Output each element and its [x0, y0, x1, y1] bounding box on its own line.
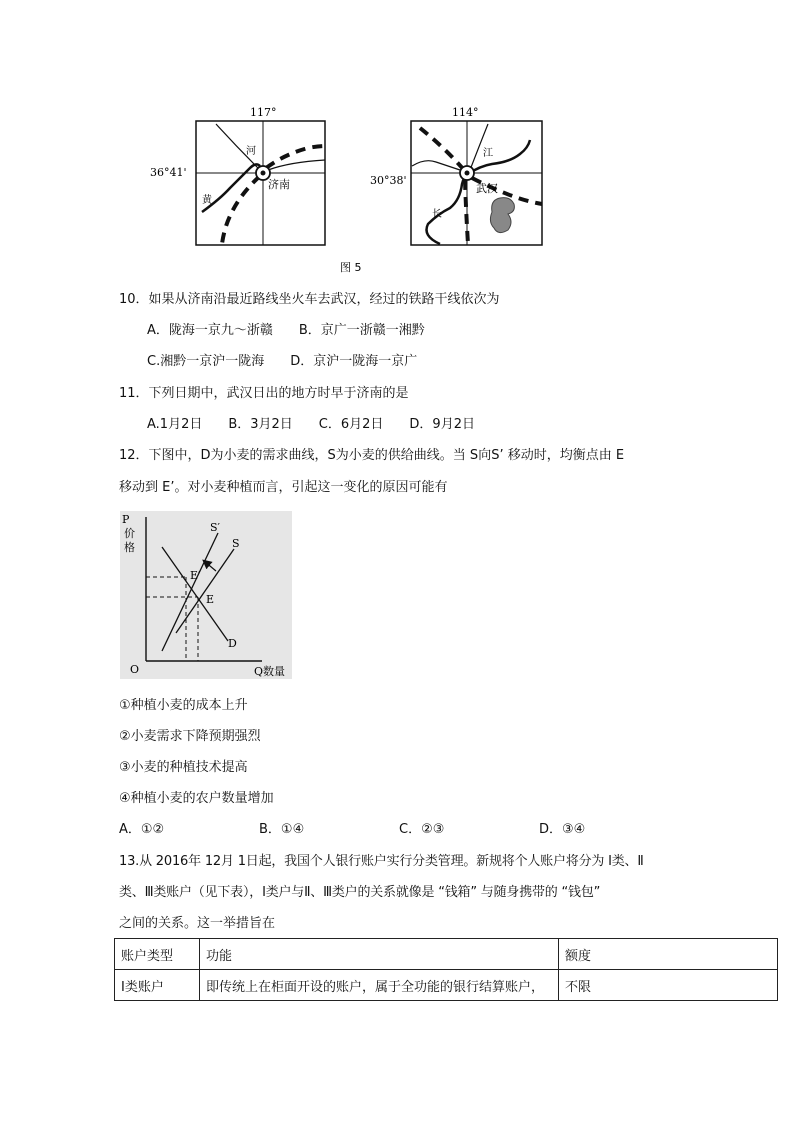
table-cell: Ⅰ类账户 [115, 970, 200, 1001]
q10-stem: 10．如果从济南沿最近路线坐火车去武汉，经过的铁路干线依次为 [119, 292, 500, 307]
q12-statement-2: ②小麦需求下降预期强烈 [119, 729, 261, 744]
q12-statement-3: ③小麦的种植技术提高 [119, 760, 248, 775]
map-left-river-label-1: 河 [246, 146, 256, 157]
q12-statement-4: ④种植小麦的农户数量增加 [119, 791, 274, 806]
q12-option-a: A．①② [119, 822, 165, 837]
figure-5-maps [150, 104, 570, 276]
q12-stem-line-2: 移动到 E’。对小麦种植而言，引起这一变化的原因可能有 [119, 480, 448, 495]
demand-curve [162, 547, 228, 641]
map-right-river-label-2: 长 [432, 209, 442, 220]
d-label: D [228, 637, 237, 650]
table-header-cell: 账户类型 [115, 939, 200, 970]
supply-curve-s-prime [162, 533, 218, 651]
table-cell: 不限 [559, 970, 778, 1001]
supply-demand-svg [120, 511, 292, 679]
q10-options-row-2: C.湘黔一京沪一陇海 D．京沪一陇海一京广 [147, 354, 418, 369]
q13-line-3: 之间的关系。这一举措旨在 [119, 916, 276, 931]
map-right-city: 武汉 [476, 182, 498, 195]
figure-5-caption: 图 5 [340, 261, 362, 274]
p-label: P [122, 513, 130, 526]
x-axis-label: Q数量 [254, 665, 286, 678]
table-header-cell: 额度 [559, 939, 778, 970]
figure-5 [150, 104, 570, 276]
e-label: E [206, 593, 215, 606]
s-label: S [232, 537, 240, 550]
q12-option-d: D．③④ [539, 822, 586, 837]
map-right-longitude: 114° [452, 106, 479, 119]
map-left-river-label-2: 黄 [202, 195, 212, 206]
e-prime-label: E′ [190, 569, 201, 582]
table-header-cell: 功能 [200, 939, 559, 970]
map-right-latitude: 30°38' [370, 174, 407, 187]
map-right-river-label-1: 江 [483, 148, 493, 159]
table-header-row [115, 939, 778, 970]
origin-label: O [130, 663, 140, 676]
q11-options: A.1月2日 B．3月2日 C．6月2日 D．9月2日 [147, 417, 475, 432]
account-type-table [114, 938, 778, 1001]
y-axis-label-2: 格 [124, 541, 135, 554]
y-axis-label-1: 价 [124, 527, 135, 540]
q13-line-1: 13.从 2016年 12月 1日起，我国个人银行账户实行分类管理。新规将个人账户将分为 Ⅰ类、Ⅱ [119, 854, 644, 869]
q12-option-c: C．②③ [399, 822, 445, 837]
q10-options-row-1: A．陇海一京九～浙赣 B．京广一浙赣一湘黔 [147, 323, 425, 338]
table-cell: 即传统上在柜面开设的账户，属于全功能的银行结算账户， [200, 970, 559, 1001]
q12-statement-1: ①种植小麦的成本上升 [119, 698, 248, 713]
s-prime-label: S′ [210, 521, 221, 534]
map-left-latitude: 36°41' [150, 166, 187, 179]
q12-option-b: B．①④ [259, 822, 305, 837]
map-left-city: 济南 [268, 178, 290, 191]
q12-stem-line-1: 12．下图中，D为小麦的需求曲线，S为小麦的供给曲线。当 S向S’ 移动时，均衡点由 E [119, 448, 625, 463]
map-jinan [196, 121, 325, 245]
q11-stem: 11．下列日期中，武汉日出的地方时早于济南的是 [119, 386, 409, 401]
q13-line-2: 类、Ⅲ类账户（见下表），Ⅰ类户与Ⅱ、Ⅲ类户的关系就像是 “钱箱” 与随身携带的 “钱包” [119, 885, 601, 900]
supply-demand-graph [120, 511, 292, 679]
shift-arrow [204, 561, 216, 571]
table-row [115, 970, 778, 1001]
map-left-longitude: 117° [250, 106, 277, 119]
